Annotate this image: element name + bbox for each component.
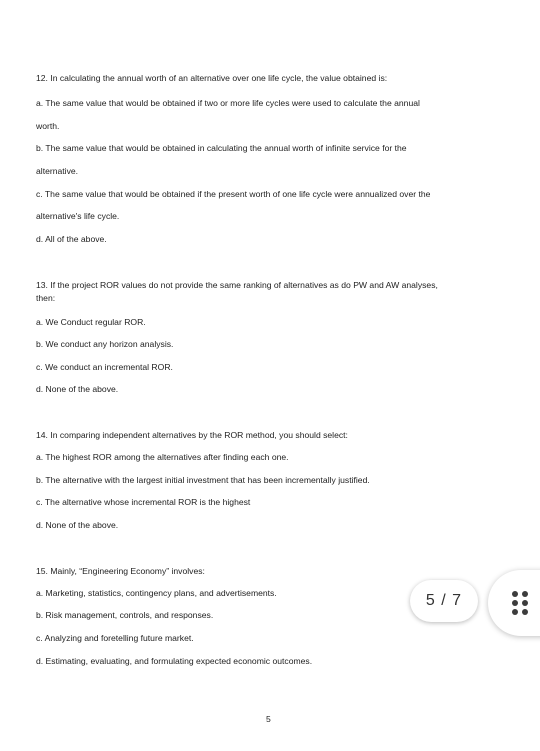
option-d: d. None of the above. <box>36 384 119 394</box>
grid-dots-icon <box>512 591 528 615</box>
question-stem-continued: then: <box>36 293 56 303</box>
option-b-continued: alternative. <box>36 166 79 176</box>
option-c: c. We conduct an incremental ROR. <box>36 362 173 372</box>
option-b: b. Risk management, controls, and responses. <box>36 610 214 620</box>
question-stem: 12. In calculating the annual worth of an alternative over one life cycle, the value obtained is: <box>36 73 388 83</box>
option-d: d. None of the above. <box>36 520 119 530</box>
option-a: a. Marketing, statistics, contingency plans, and advertisements. <box>36 588 277 598</box>
option-d: d. All of the above. <box>36 234 107 244</box>
page-number: 5 <box>266 714 271 724</box>
option-c-continued: alternative's life cycle. <box>36 211 120 221</box>
page-indicator: 5 / 7 <box>410 580 478 622</box>
option-c: c. Analyzing and foretelling future market. <box>36 633 194 643</box>
option-a: a. The same value that would be obtained if two or more life cycles were used to calculate the annual <box>36 98 420 108</box>
option-c: c. The same value that would be obtained if the present worth of one life cycle were annualized over the <box>36 189 431 199</box>
option-a-continued: worth. <box>36 121 60 131</box>
option-c: c. The alternative whose incremental ROR is the highest <box>36 497 251 507</box>
option-b: b. The same value that would be obtained in calculating the annual worth of infinite service for the <box>36 143 407 153</box>
question-stem: 14. In comparing independent alternatives by the ROR method, you should select: <box>36 430 348 440</box>
question-stem: 15. Mainly, “Engineering Economy” involves: <box>36 566 205 576</box>
question-stem: 13. If the project ROR values do not provide the same ranking of alternatives as do PW and AW analyses, <box>36 280 438 290</box>
option-b: b. We conduct any horizon analysis. <box>36 339 174 349</box>
option-a: a. We Conduct regular ROR. <box>36 317 146 327</box>
option-d: d. Estimating, evaluating, and formulating expected economic outcomes. <box>36 656 313 666</box>
option-b: b. The alternative with the largest initial investment that has been incrementally justified. <box>36 475 370 485</box>
option-a: a. The highest ROR among the alternatives after finding each one. <box>36 452 289 462</box>
